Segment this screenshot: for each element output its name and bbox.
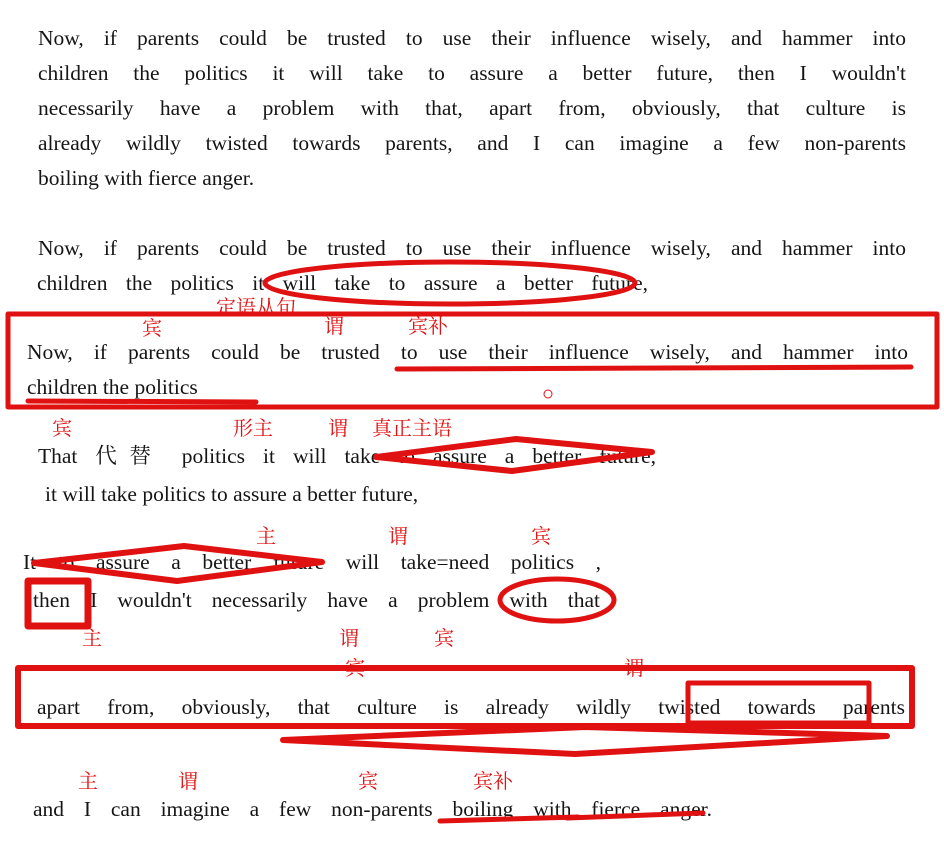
label-predicate: 谓 (388, 526, 408, 548)
label-subject: 主 (78, 771, 98, 793)
label-attributive-clause: 定语从句 (216, 297, 296, 319)
label-predicate: 谓 (339, 628, 359, 650)
apart-analysis-line: apart from, obviously, that culture is already wildly twisted towards parents (37, 695, 905, 719)
label-predicate: 谓 (328, 418, 348, 440)
boxed-sentence-line1: Now, if parents could be trusted to use their influence wisely, and hammer into (27, 340, 908, 364)
label-object: 宾 (52, 418, 72, 440)
paragraph1-line1: Now, if parents could be trusted to use their influence wisely, and hammer into (38, 26, 906, 50)
paragraph1-line4: already wildly twisted towards parents, and I can imagine a few non-parents (38, 131, 906, 155)
final-analysis-line: and I can imagine a few non-parents boiling with fierce anger. (33, 797, 712, 821)
that-analysis-line1: That 代替 politics it will take to assure a better future, (38, 444, 656, 468)
label-subject: 主 (82, 628, 102, 650)
label-real-subject: 真正主语 (372, 418, 452, 440)
it-analysis-line1: It to assure a better future will take=need politics , (23, 550, 601, 574)
paragraph2-line2: children the politics it will take to assure a better future, (37, 271, 648, 295)
red-dot (544, 390, 552, 398)
paragraph1-line5: boiling with fierce anger. (38, 166, 255, 190)
label-object: 宾 (358, 771, 378, 793)
it-analysis-line2: then I wouldn't necessarily have a problem with that (33, 588, 600, 612)
swoosh-diamond (283, 727, 887, 754)
paragraph1-line2: children the politics it will take to assure a better future, then I wouldn't (38, 61, 906, 85)
label-object: 宾 (434, 628, 454, 650)
label-object-complement: 宾补 (408, 316, 448, 338)
label-object-complement: 宾补 (473, 771, 513, 793)
label-predicate: 谓 (178, 771, 198, 793)
paragraph2-line1: Now, if parents could be trusted to use their influence wisely, and hammer into (38, 236, 906, 260)
boxed-sentence-line2: children the politics (27, 375, 198, 399)
label-object: 宾 (142, 318, 162, 340)
paragraph1-line3: necessarily have a problem with that, apart from, obviously, that culture is (38, 96, 906, 120)
label-object: 宾 (345, 658, 365, 680)
that-analysis-line2: it will take politics to assure a better future, (45, 482, 419, 506)
label-formal-subject: 形主 (233, 418, 273, 440)
label-subject: 主 (256, 526, 276, 548)
underline-to-use-clause (397, 367, 911, 369)
underline-children-politics (28, 401, 256, 402)
label-object: 宾 (531, 526, 551, 548)
label-predicate: 谓 (624, 658, 644, 680)
label-predicate: 谓 (324, 316, 344, 338)
